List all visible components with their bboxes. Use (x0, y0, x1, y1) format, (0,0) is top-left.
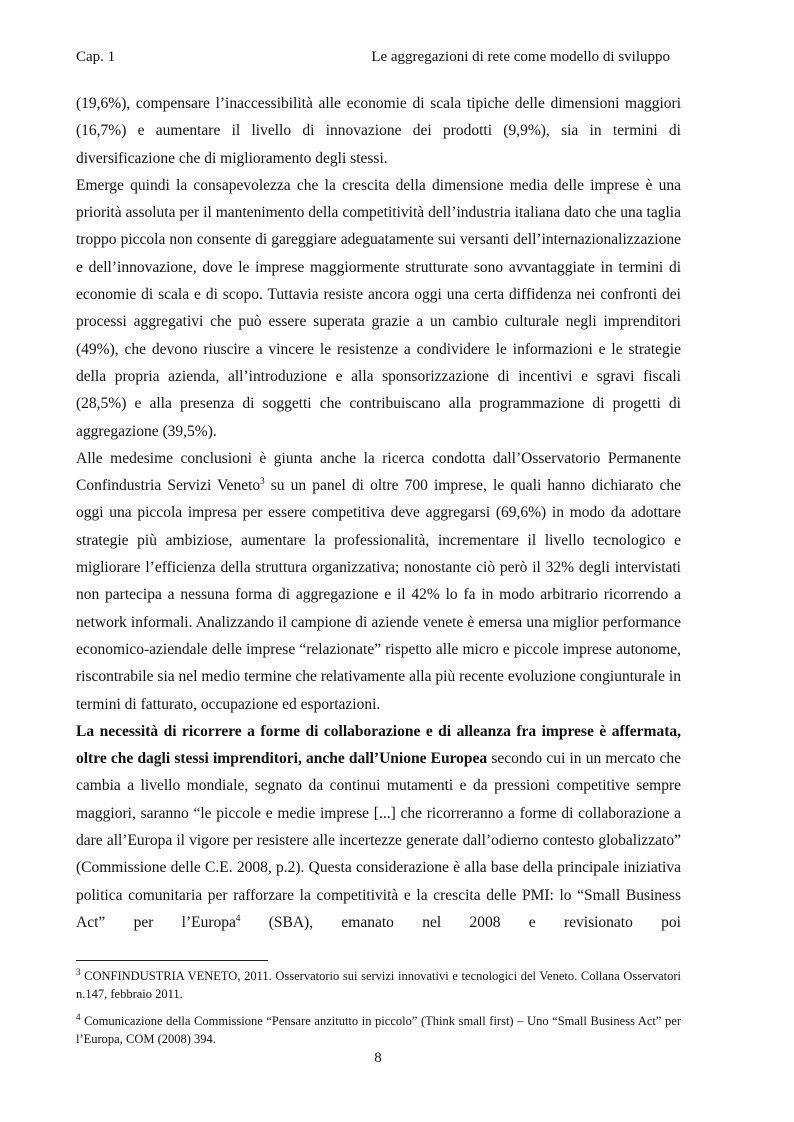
paragraph-4-bold: La necessità di ricorrere a forme di collaborazione e di alleanza fra imprese è affermata, oltre che dagli stessi imprenditori, anche dall’Unione Europea (76, 722, 681, 768)
paragraph-3-text-b: su un panel di oltre 700 imprese, le quali hanno dichiarato che oggi una piccola impresa per essere competitiva deve aggregarsi (69,6%) in modo da adottare strategie più ambiziose, aumentare la professionalità, incrementare il livello tecnologico e migliorare l’efficienza della struttura organizzativa; nonostante ciò però il 32% degli intervistati non partecipa a nessuna forma di aggregazione e il 42% lo fa in modo arbitrario ricorrendo a network informali. Analizzando il campione di aziende venete è emersa una miglior performance economico-aziendale delle imprese “relazionate” rispetto alle micro e piccole imprese autonome, riscontrabile sia nel medio termine che relativamente alla più recente evoluzione congiunturale in termini di fatturato, occupazione ed esportazioni. (76, 477, 681, 713)
page-number: 8 (374, 1050, 382, 1066)
footnotes (76, 967, 681, 1057)
paragraph-3 (76, 445, 681, 718)
footnote-separator (76, 960, 268, 961)
footnote-ref-3: 3 (260, 476, 265, 486)
footnote-4-mark: 4 (76, 1011, 81, 1022)
paragraph-4-text-a: secondo cui in un mercato che cambia a livello mondiale, segnato da continui mutamenti e da pressioni competitive sempre maggiori, saranno “le piccole e medie imprese [...] che ricorreranno a forme di collaborazione a dare all’Europa il vigore per resistere alle incertezze generate dall’odierno contesto globalizzato” (Commissione delle C.E. 2008, p.2). Questa considerazione è alla base della principale iniziativa politica comunitaria per rafforzare la competitività e la crescita delle PMI: lo “Small Business Act” per l’Europa (76, 750, 681, 931)
header-title: Le aggregazioni di rete come modello di sviluppo (371, 49, 670, 65)
footnote-4 (76, 1012, 681, 1048)
footnote-ref-4: 4 (235, 912, 241, 923)
paragraph-3-text-a: Alle medesime conclusioni è giunta anche la ricerca condotta dall’Osservatorio Permanente Confindustria Servizi Veneto (76, 449, 681, 495)
footnote-3-mark: 3 (76, 966, 81, 977)
footnote-3-text: CONFINDUSTRIA VENETO, 2011. Osservatorio sui servizi innovativi e tecnologici del Veneto. Collana Osservatori n.147, febbraio 2011. (76, 969, 681, 1001)
paragraph-1: (19,6%), compensare l’inaccessibilità alle economie di scala tipiche delle dimensioni maggiori (16,7%) e aumentare il livello di innovazione dei prodotti (9,9%), sia in termini di diversificazione che di miglioramento degli stessi. (76, 95, 681, 167)
chapter-label: Cap. 1 (76, 49, 116, 65)
paragraph-2: Emerge quindi la consapevolezza che la crescita della dimensione media delle imprese è una priorità assoluta per il mantenimento della competitività dell’industria italiana dato che una taglia troppo piccola non consente di gareggiare adeguatamente sui versanti dell’internazionalizzazione e dell’innovazione, dove le imprese maggiormente strutturate sono avvantaggiate in termini di economie di scala e di scopo. Tuttavia resiste ancora oggi una certa diffidenza nei confronti dei processi aggregativi che può essere superata grazie a un cambio culturale negli imprenditori (49%), che devono riuscire a vincere le resistenze a condividere le informazioni e le strategie della propria azienda, all’introduzione e alla sponsorizzazione di incentivi e sgravi fiscali (28,5%) e alla presenza di soggetti che contribuiscano alla programmazione di progetti di aggregazione (39,5%). (76, 176, 681, 440)
paragraph-4 (76, 718, 681, 936)
body-text (76, 90, 681, 936)
footnote-3 (76, 967, 681, 1003)
paragraph-4-text-b: (SBA), emanato nel 2008 e revisionato poi (240, 913, 681, 931)
footnote-4-text: Comunicazione della Commissione “Pensare anzitutto in piccolo” (Think small first) – Uno “Small Business Act” per l’Europa, COM (2008) 394. (76, 1014, 681, 1046)
